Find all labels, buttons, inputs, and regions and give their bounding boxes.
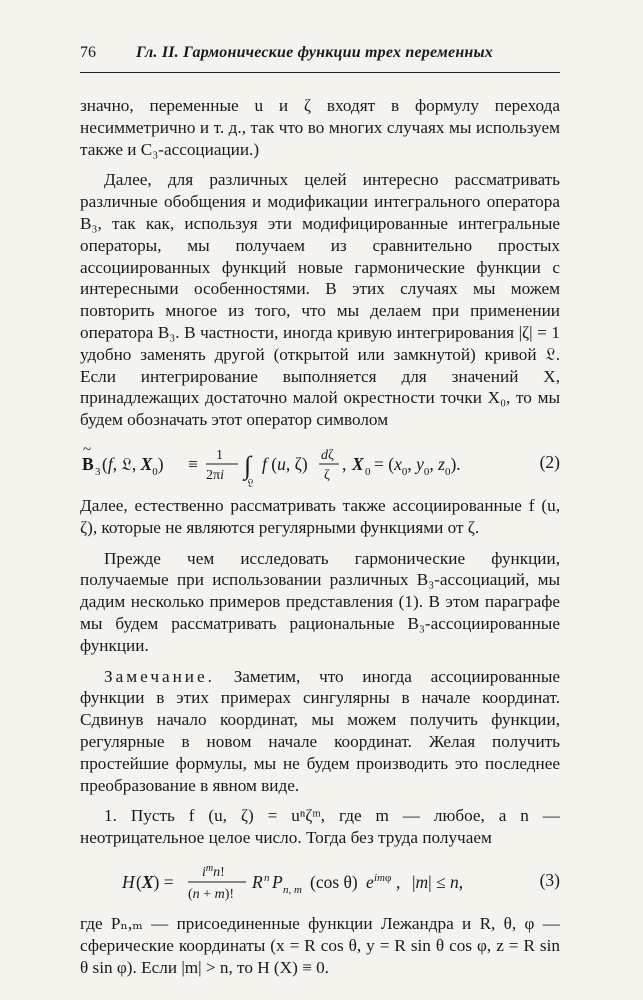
- paragraph-remark: [80, 666, 560, 797]
- svg-text:(n + m)!: (n + m)!: [188, 886, 235, 902]
- svg-text:1: 1: [216, 447, 223, 463]
- svg-text:e: e: [366, 871, 374, 892]
- svg-text:ζ: ζ: [324, 467, 330, 483]
- paragraph-legendre: где Pₙ,ₘ — присоединенные функции Лежандра и R, θ, φ — сферические координаты (x = R cos θ, y = R sin θ cos φ, z = R sin θ sin φ). Если |m| > n, то H (X) ≡ 0.: [80, 913, 560, 977]
- svg-text:(cos θ): (cos θ): [310, 871, 358, 892]
- svg-text:3: 3: [95, 465, 101, 478]
- svg-text:R: R: [252, 871, 263, 892]
- paragraph-example-1: 1. Пусть f (u, ζ) = uⁿζᵐ, где m — любое, а n — неотрицательное целое число. Тогда без труда получаем: [80, 806, 560, 848]
- svg-text:,: ,: [342, 453, 347, 474]
- remark-text: Заметим, что иногда ассоциированные функции в этих примерах сингулярны в начале координат. Сдвинув начало координат, мы можем получить функции, регулярные в новом начале координат. Желая получить простейшие формулы, мы не будем производить это последнее преобразование в явном виде.: [80, 666, 561, 795]
- formula-2-expression: [80, 437, 510, 489]
- page-header: [80, 44, 560, 73]
- svg-text:f (u, ζ): f (u, ζ): [262, 453, 308, 474]
- paragraph-examples: Прежде чем исследовать гармонические функции, получаемые при использовании различных B₃-ассоциаций, мы дадим несколько примеров представления (1). В этом параграфе мы будем рассматривать рациональные B₃-ассоциированные функции.: [80, 548, 560, 655]
- equation-number-2: (2): [539, 452, 560, 473]
- remark-title: Замечание.: [104, 666, 215, 686]
- svg-text:imφ: imφ: [374, 871, 392, 884]
- svg-text:(f, 𝔏, X0): (f, 𝔏, $X_0$): [102, 453, 164, 478]
- svg-text:,: ,: [396, 871, 401, 892]
- svg-text:|m| ≤ n,: |m| ≤ n,: [412, 871, 464, 892]
- paragraph-continuation: значно, переменные u и ζ входят в формулу перехода несимметрично и т. д., так что во многих случаях мы используем также и C₃-ассоциации.): [80, 96, 560, 159]
- svg-text:dζ: dζ: [321, 447, 334, 463]
- paragraph-operators: Далее, для различных целей интересно рассматривать различные обобщения и модификации интегрального оператора B₃, так как, используя эти модифицированные интегральные операторы, мы получаем из сравнительно простых ассоциированных функций новые гармонические функции с интересными особенностями. В этих случаях мы можем повторить многое из того, что мы делаем при применении оператора B₃. В частности, иногда кривую интегрирования |ζ| = 1 удобно заменять другой (открытой или замкнутой) кривой 𝔏. Если интегрирование выполняется для значений X, принадлежащих достаточно малой окрестности точки X₀, то мы будем обозначать этот оператор символом: [80, 170, 560, 430]
- page-number: 76: [80, 44, 96, 61]
- formula-3: [80, 855, 560, 907]
- svg-text:n: n: [264, 871, 270, 884]
- svg-text:~: ~: [83, 441, 92, 458]
- paragraph-nonregular: Далее, естественно рассматривать также ассоциированные f (u, ζ), которые не являются регулярными функциями от ζ.: [80, 495, 560, 537]
- svg-text:B: B: [82, 453, 94, 474]
- svg-text:(X) =: (X) =: [136, 871, 174, 892]
- equation-number-3: (3): [539, 870, 560, 890]
- svg-text:∫: ∫: [244, 450, 252, 480]
- svg-text:= (x0, y0, z0).: = ($x_0$, $y_0$, $z_0$).: [374, 453, 461, 478]
- svg-text:P: P: [272, 871, 283, 892]
- svg-text:𝔏: 𝔏: [247, 477, 254, 489]
- formula-3-expression: [120, 855, 520, 907]
- formula-2: [80, 437, 560, 489]
- svg-text:0: 0: [365, 465, 371, 478]
- svg-text:H: H: [122, 871, 135, 892]
- page-body: [80, 95, 560, 978]
- svg-text:imn!: $i^mn$!: [202, 862, 225, 880]
- svg-text:2πi: 2πi: [206, 467, 224, 483]
- svg-text:≡: ≡: [188, 453, 198, 474]
- svg-text:X: X: [352, 453, 364, 474]
- running-title: Гл. II. Гармонические функции трех переменных: [136, 44, 493, 61]
- book-page: [80, 44, 560, 978]
- svg-text:n, m: n, m: [283, 883, 302, 896]
